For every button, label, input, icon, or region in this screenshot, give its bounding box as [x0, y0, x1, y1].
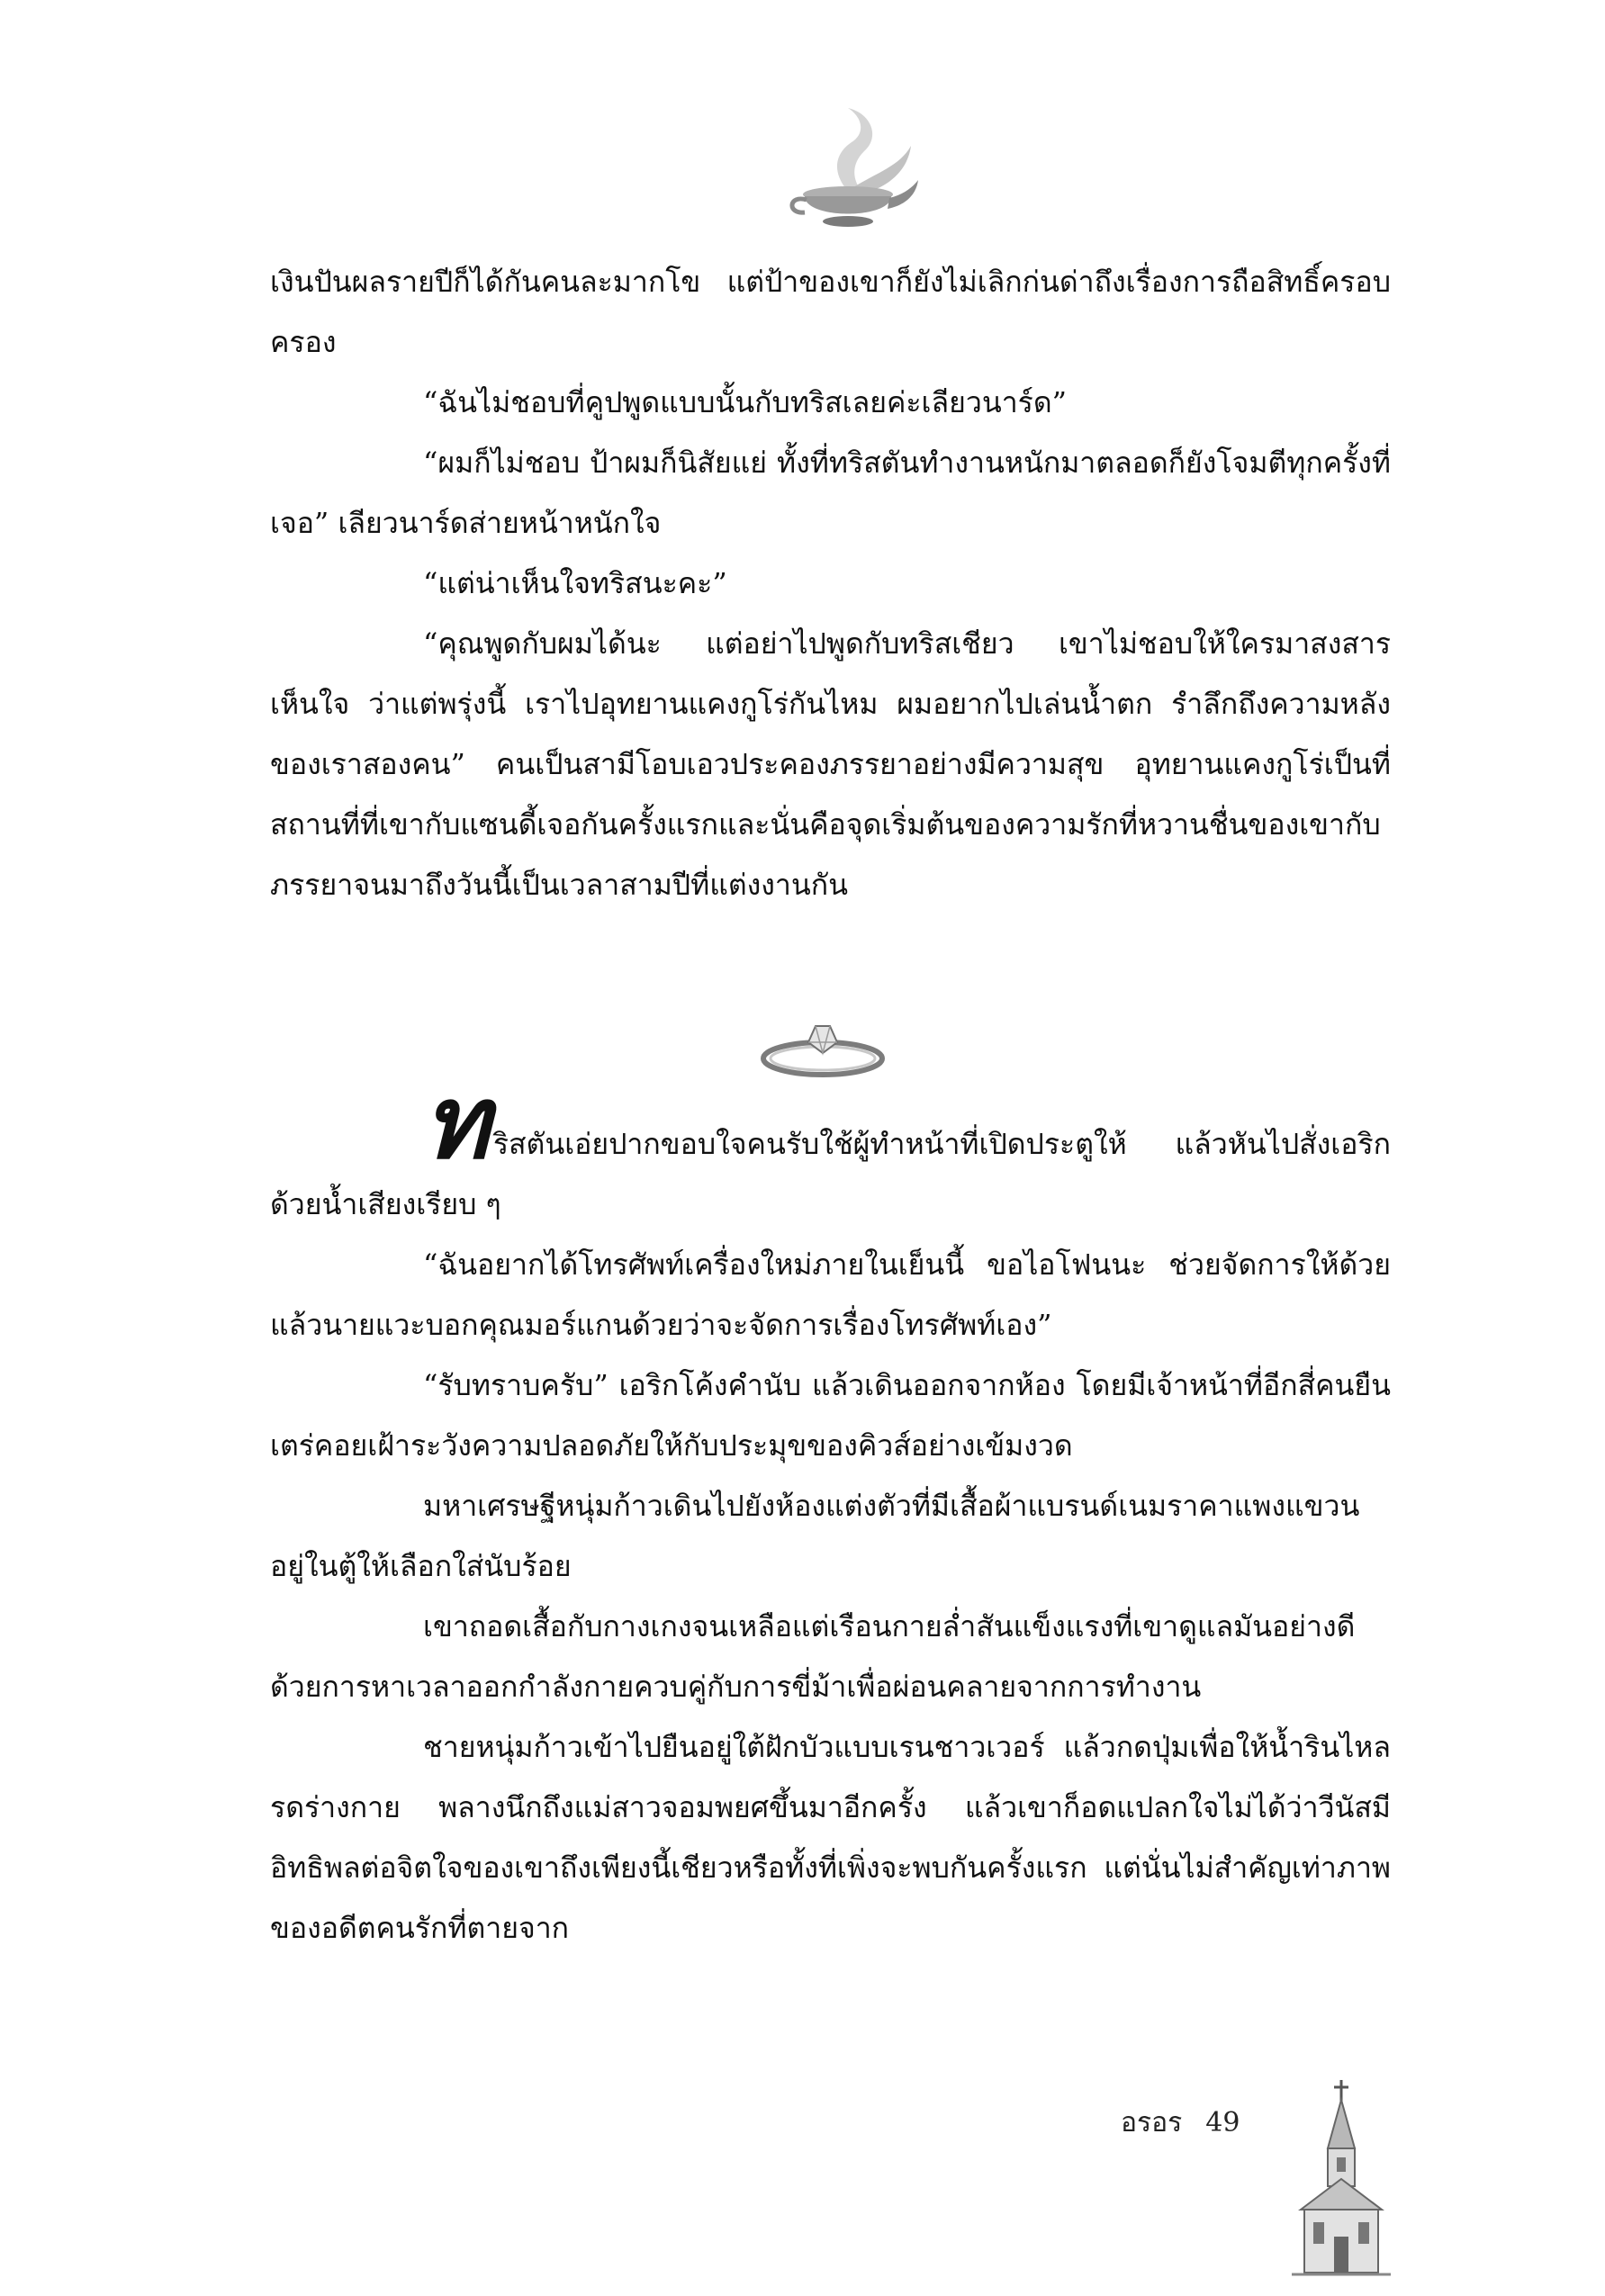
paragraph: มหาเศรษฐีหนุ่มก้าวเดินไปยังห้องแต่งตัวที่มีเสื้อผ้าแบรนด์เนมราคาแพงแขวนอยู่ในตู้ให้เลือกใส่นับร้อย: [270, 1489, 1360, 1583]
paragraph: [270, 1064, 1391, 1235]
genie-lamp-icon: [776, 101, 920, 236]
page-footer: [1121, 2102, 1240, 2144]
paragraph: เงินปันผลรายปีก็ได้กันคนละมากโข แต่ป้าของเขาก็ยังไม่เลิกก่นด่าถึงเรื่องการถือสิทธิ์ครอบครอง: [270, 265, 1391, 359]
drop-cap: ท: [423, 1064, 490, 1182]
diamond-ring-icon: [756, 1008, 889, 1091]
paragraph: เขาถอดเสื้อกับกางเกงจนเหลือแต่เรือนกายล่ำสันแข็งแรงที่เขาดูแลมันอย่างดี ด้วยการหาเวลาออกกำลังกายควบคู่กับการขี่ม้าเพื่อผ่อนคลายจากการทำงาน: [270, 1609, 1356, 1704]
paragraph-text: ริสตันเอ่ยปากขอบใจคนรับใช้ผู้ทำหน้าที่เปิดประตูให้ แล้วหันไปสั่งเอริกด้วยน้ำเสียงเรียบ ๆ: [270, 1127, 1391, 1221]
page-number: 49: [1205, 2107, 1240, 2138]
paragraph: “ผมก็ไม่ชอบ ป้าผมก็นิสัยแย่ ทั้งที่ทริสตันทำงานหนักมาตลอดก็ยังโจมตีทุกครั้งที่เจอ” เลียวนาร์ดส่ายหน้าหนักใจ: [270, 446, 1391, 540]
paragraph: “ฉันอยากได้โทรศัพท์เครื่องใหม่ภายในเย็นนี้ ขอไอโฟนนะ ช่วยจัดการให้ด้วย แล้วนายแวะบอกคุณมอร์แกนด้วยว่าจะจัดการเรื่องโทรศัพท์เอง”: [270, 1247, 1391, 1342]
section-1: [270, 252, 1391, 915]
chapel-icon: [1292, 2075, 1391, 2282]
paragraph: “แต่น่าเห็นใจทริสนะคะ”: [423, 566, 727, 600]
paragraph: ชายหนุ่มก้าวเข้าไปยืนอยู่ใต้ฝักบัวแบบเรนชาวเวอร์ แล้วกดปุ่มเพื่อให้น้ำรินไหลรดร่างกาย พลางนึกถึงแม่สาวจอมพยศขึ้นมาอีกครั้ง แล้วเขาก็อดแปลกใจไม่ได้ว่าวีนัสมีอิทธิพลต่อจิตใจของเขาถึงเพียงนี้เชียวหรือทั้งที่เพิ่งจะพบกันครั้งแรก แต่นั่นไม่สำคัญเท่าภาพของอดีตคนรักที่ตายจาก: [270, 1730, 1391, 1945]
book-title: อรอร: [1121, 2107, 1183, 2138]
paragraph: “คุณพูดกับผมได้นะ แต่อย่าไปพูดกับทริสเชียว เขาไม่ชอบให้ใครมาสงสารเห็นใจ ว่าแต่พรุ่งนี้ เราไปอุทยานแคงกูโร่กันไหม ผมอยากไปเล่นน้ำตก รำลึกถึงความหลังของเราสองคน” คนเป็นสามีโอบเอวประคองภรรยาอย่างมีความสุข อุทยานแคงกูโร่เป็นที่สถานที่ที่เขากับแซนดี้เจอกันครั้งแรกและนั่นคือจุดเริ่มต้นของความรักที่หวานชื่นของเขากับภรรยาจนมาถึงวันนี้เป็นเวลาสามปีที่แต่งงานกัน: [270, 626, 1391, 902]
paragraph: “รับทราบครับ” เอริกโค้งคำนับ แล้วเดินออกจากห้อง โดยมีเจ้าหน้าที่อีกสี่คนยืนเตร่คอยเฝ้าระวังความปลอดภัยให้กับประมุขของคิวส์อย่างเข้มงวด: [270, 1368, 1391, 1463]
paragraph: “ฉันไม่ชอบที่คูปพูดแบบนั้นกับทริสเลยค่ะเลียวนาร์ด”: [423, 385, 1067, 419]
section-2: [270, 1064, 1391, 1958]
